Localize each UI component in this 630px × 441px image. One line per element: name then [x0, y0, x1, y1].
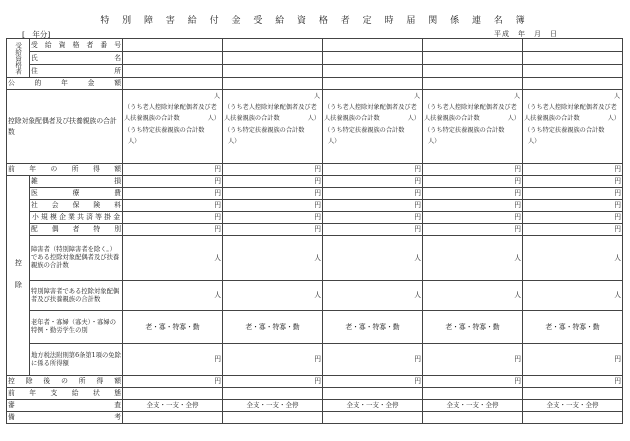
- date-label: 平成 年 月 日: [494, 30, 558, 38]
- elderly-dependents-text: （うち老人控除対象配偶者及び老: [524, 104, 617, 111]
- name-label: 氏 名: [30, 52, 123, 65]
- unit-nin-close: 人）: [428, 138, 441, 145]
- unit-nin-close: 人）: [528, 138, 541, 145]
- prior-year-income-cell[interactable]: 円: [123, 164, 223, 176]
- recipient-number-cell[interactable]: [523, 39, 623, 52]
- disabled-dependents-cell[interactable]: 人: [523, 236, 623, 281]
- special-disabled-dependents-label: 特別障害者である控除対象配偶者及び扶養親族の合計数: [30, 281, 123, 311]
- elderly-dependents-text: （うち老人控除対象配偶者及び老: [424, 104, 517, 111]
- public-pension-cell[interactable]: [123, 78, 223, 90]
- income-after-deduction-cell[interactable]: 円: [223, 376, 323, 388]
- recipient-number-cell[interactable]: [223, 39, 323, 52]
- small-business-mutual-aid-cell[interactable]: 円: [123, 212, 223, 224]
- small-business-mutual-aid-cell[interactable]: 円: [523, 212, 623, 224]
- review-label: 審 査: [7, 400, 123, 412]
- local-tax-exemption-cell[interactable]: 円: [223, 344, 323, 376]
- recipient-number-label: 受 給 資 格 者 番 号: [30, 39, 123, 52]
- specific-dependents-text: （うち特定扶養親族の合計数: [224, 127, 305, 134]
- specific-dependents-text: （うち特定扶養親族の合計数: [424, 127, 505, 134]
- unit-nin: 人: [313, 93, 320, 100]
- elderly-dependents-text: （うち老人控除対象配偶者及び老: [124, 104, 217, 111]
- unit-nin-close: 人）: [607, 115, 620, 122]
- local-tax-exemption-cell[interactable]: 円: [423, 344, 523, 376]
- medical-expense-cell[interactable]: 円: [223, 188, 323, 200]
- disabled-dependents-label: 障害者（特別障害者を除く。）である控除対象配偶者及び扶養親族の合計数: [30, 236, 123, 281]
- public-pension-label: 公 的 年 金 額: [7, 78, 123, 90]
- name-cell[interactable]: [523, 52, 623, 65]
- local-tax-exemption-cell[interactable]: 円: [323, 344, 423, 376]
- income-after-deduction-cell[interactable]: 円: [123, 376, 223, 388]
- specific-dependents-text: （うち特定扶養親族の合計数: [524, 127, 605, 134]
- unit-nin: 人: [613, 93, 620, 100]
- address-cell[interactable]: [323, 65, 423, 78]
- page-title: 特 別 障 害 給 付 金 受 給 資 格 者 定 時 届 関 係 連 名 簿: [100, 16, 530, 26]
- social-insurance-cell[interactable]: 円: [523, 200, 623, 212]
- dependents-total-cell[interactable]: [523, 90, 623, 164]
- income-after-deduction-cell[interactable]: 円: [523, 376, 623, 388]
- review-cell[interactable]: 全支・一支・全停: [523, 400, 623, 412]
- small-business-mutual-aid-cell[interactable]: 円: [223, 212, 323, 224]
- public-pension-cell[interactable]: [423, 78, 523, 90]
- small-business-mutual-aid-cell[interactable]: 円: [423, 212, 523, 224]
- spouse-special-cell[interactable]: 円: [523, 224, 623, 236]
- elderly-dependents-total-text: 人扶養親族の合計数: [224, 115, 280, 122]
- remarks-cell[interactable]: [423, 412, 523, 424]
- unit-nin-close: 人）: [128, 138, 141, 145]
- elderly-widow-student-cell[interactable]: 老・寡・特寡・勤: [323, 311, 423, 344]
- dependents-total-cell[interactable]: [323, 90, 423, 164]
- spouse-special-cell[interactable]: 円: [223, 224, 323, 236]
- casualty-loss-cell[interactable]: 円: [523, 176, 623, 188]
- spouse-special-cell[interactable]: 円: [123, 224, 223, 236]
- elderly-widow-student-label: 老年者・寡婦（寡夫）・寡婦の特例・勤労学生の別: [30, 311, 123, 344]
- unit-nin-close: 人）: [328, 138, 341, 145]
- casualty-loss-cell[interactable]: 円: [223, 176, 323, 188]
- recipient-number-cell[interactable]: [323, 39, 423, 52]
- address-cell[interactable]: [223, 65, 323, 78]
- elderly-dependents-total-text: 人扶養親族の合計数: [524, 115, 580, 122]
- local-tax-exemption-cell[interactable]: 円: [523, 344, 623, 376]
- dependents-total-label: 控除対象配偶者及び扶養親族の合計数: [7, 90, 123, 164]
- remarks-label: 備 考: [7, 412, 123, 424]
- review-cell[interactable]: 全支・一支・全停: [323, 400, 423, 412]
- address-cell[interactable]: [123, 65, 223, 78]
- unit-nin-close: 人）: [207, 115, 220, 122]
- remarks-cell[interactable]: [123, 412, 223, 424]
- name-cell[interactable]: [223, 52, 323, 65]
- disabled-dependents-cell[interactable]: 人: [123, 236, 223, 281]
- public-pension-cell[interactable]: [223, 78, 323, 90]
- unit-nin: 人: [413, 93, 420, 100]
- dependents-total-cell[interactable]: [123, 90, 223, 164]
- social-insurance-label: 社 会 保 険 料: [30, 200, 123, 212]
- disabled-dependents-cell[interactable]: 人: [423, 236, 523, 281]
- prior-year-income-cell[interactable]: 円: [423, 164, 523, 176]
- small-business-mutual-aid-cell[interactable]: 円: [323, 212, 423, 224]
- prior-year-income-cell[interactable]: 円: [223, 164, 323, 176]
- deduction-group-label: 控 除: [7, 176, 30, 376]
- remarks-cell[interactable]: [223, 412, 323, 424]
- public-pension-cell[interactable]: [323, 78, 423, 90]
- elderly-dependents-total-text: 人扶養親族の合計数: [124, 115, 180, 122]
- public-pension-cell[interactable]: [523, 78, 623, 90]
- unit-nin-close: 人）: [228, 138, 241, 145]
- special-disabled-dependents-cell[interactable]: 人: [223, 281, 323, 311]
- address-cell[interactable]: [523, 65, 623, 78]
- elderly-widow-student-cell[interactable]: 老・寡・特寡・勤: [423, 311, 523, 344]
- elderly-dependents-text: （うち老人控除対象配偶者及び老: [224, 104, 317, 111]
- elderly-dependents-text: （うち老人控除対象配偶者及び老: [324, 104, 417, 111]
- prior-year-income-label: 前 年 の 所 得 額: [7, 164, 123, 176]
- medical-expense-label: 医 療 費: [30, 188, 123, 200]
- spouse-special-cell[interactable]: 円: [423, 224, 523, 236]
- special-disabled-dependents-cell[interactable]: 人: [323, 281, 423, 311]
- spouse-special-label: 配 偶 者 特 別: [30, 224, 123, 236]
- review-cell[interactable]: 全支・一支・全停: [123, 400, 223, 412]
- medical-expense-cell[interactable]: 円: [323, 188, 423, 200]
- specific-dependents-text: （うち特定扶養親族の合計数: [324, 127, 405, 134]
- name-cell[interactable]: [423, 52, 523, 65]
- remarks-cell[interactable]: [523, 412, 623, 424]
- social-insurance-cell[interactable]: 円: [123, 200, 223, 212]
- address-label: 住 所: [30, 65, 123, 78]
- dependents-total-cell[interactable]: [423, 90, 523, 164]
- prior-year-payment-status-cell[interactable]: [423, 388, 523, 400]
- prior-year-income-cell[interactable]: 円: [323, 164, 423, 176]
- remarks-cell[interactable]: [323, 412, 423, 424]
- casualty-loss-cell[interactable]: 円: [423, 176, 523, 188]
- disabled-dependents-cell[interactable]: 人: [323, 236, 423, 281]
- special-disabled-dependents-cell[interactable]: 人: [423, 281, 523, 311]
- social-insurance-cell[interactable]: 円: [323, 200, 423, 212]
- year-label: [ 年分]: [22, 30, 51, 39]
- specific-dependents-text: （うち特定扶養親族の合計数: [124, 127, 205, 134]
- unit-nin: 人: [213, 93, 220, 100]
- elderly-widow-student-cell[interactable]: 老・寡・特寡・勤: [123, 311, 223, 344]
- medical-expense-cell[interactable]: 円: [123, 188, 223, 200]
- prior-year-payment-status-cell[interactable]: [223, 388, 323, 400]
- medical-expense-cell[interactable]: 円: [423, 188, 523, 200]
- casualty-loss-cell[interactable]: 円: [323, 176, 423, 188]
- prior-year-payment-status-cell[interactable]: [523, 388, 623, 400]
- prior-year-payment-status-cell[interactable]: [323, 388, 423, 400]
- recipient-number-cell[interactable]: [123, 39, 223, 52]
- special-disabled-dependents-cell[interactable]: 人: [523, 281, 623, 311]
- local-tax-exemption-label: 地方税法附則第6条第1項の免除に係る所得額: [30, 344, 123, 376]
- spouse-special-cell[interactable]: 円: [323, 224, 423, 236]
- unit-nin-close: 人）: [407, 115, 420, 122]
- address-cell[interactable]: [423, 65, 523, 78]
- casualty-loss-label: 雑 損: [30, 176, 123, 188]
- disabled-dependents-cell[interactable]: 人: [223, 236, 323, 281]
- prior-year-payment-status-label: 前 年 支 給 状 態: [7, 388, 123, 400]
- elderly-widow-student-cell[interactable]: 老・寡・特寡・勤: [223, 311, 323, 344]
- unit-nin-close: 人）: [307, 115, 320, 122]
- recipient-number-cell[interactable]: [423, 39, 523, 52]
- casualty-loss-cell[interactable]: 円: [123, 176, 223, 188]
- name-cell[interactable]: [323, 52, 423, 65]
- income-after-deduction-cell[interactable]: 円: [323, 376, 423, 388]
- social-insurance-cell[interactable]: 円: [223, 200, 323, 212]
- review-cell[interactable]: 全支・一支・全停: [423, 400, 523, 412]
- special-disabled-dependents-cell[interactable]: 人: [123, 281, 223, 311]
- name-cell[interactable]: [123, 52, 223, 65]
- unit-nin-close: 人）: [507, 115, 520, 122]
- prior-year-payment-status-cell[interactable]: [123, 388, 223, 400]
- unit-nin: 人: [513, 93, 520, 100]
- income-after-deduction-label: 控 除 後 の 所 得 額: [7, 376, 123, 388]
- income-after-deduction-cell[interactable]: 円: [423, 376, 523, 388]
- recipient-group-label: 受給資格者: [7, 39, 30, 78]
- dependents-total-cell[interactable]: [223, 90, 323, 164]
- elderly-dependents-total-text: 人扶養親族の合計数: [324, 115, 380, 122]
- social-insurance-cell[interactable]: 円: [423, 200, 523, 212]
- prior-year-income-cell[interactable]: 円: [523, 164, 623, 176]
- elderly-dependents-total-text: 人扶養親族の合計数: [424, 115, 480, 122]
- register-table: [6, 38, 623, 424]
- medical-expense-cell[interactable]: 円: [523, 188, 623, 200]
- review-cell[interactable]: 全支・一支・全停: [223, 400, 323, 412]
- local-tax-exemption-cell[interactable]: 円: [123, 344, 223, 376]
- elderly-widow-student-cell[interactable]: 老・寡・特寡・勤: [523, 311, 623, 344]
- small-business-mutual-aid-label: 小規模企業共済等掛金: [30, 212, 123, 224]
